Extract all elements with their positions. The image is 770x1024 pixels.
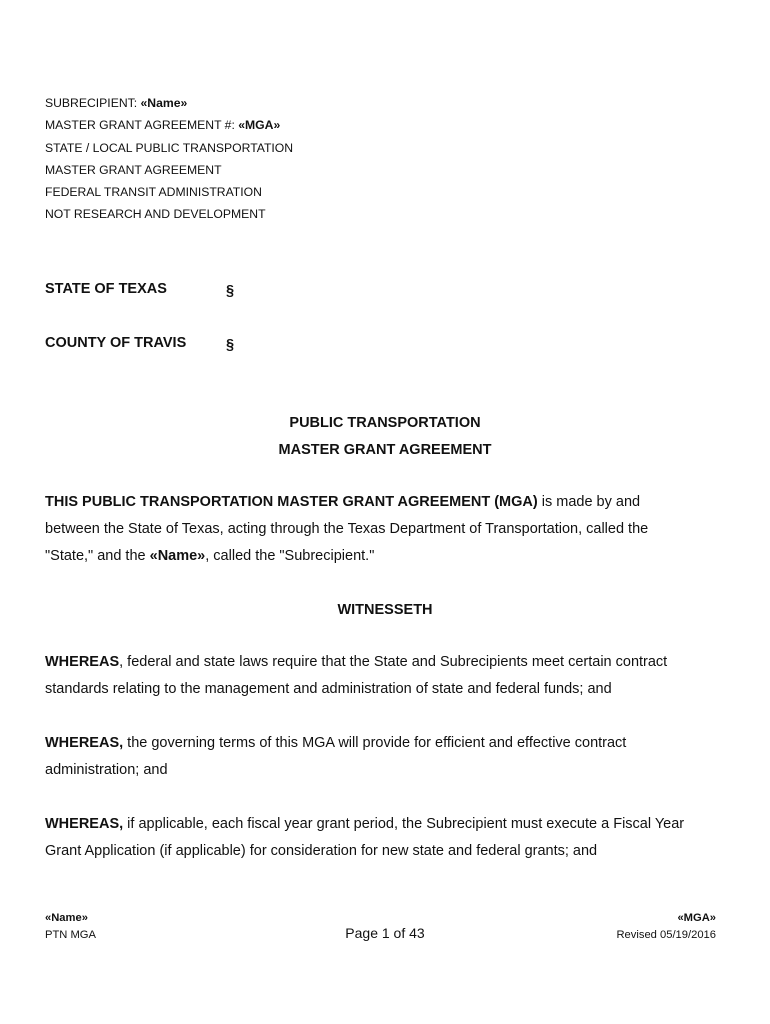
whereas-paragraph-3 — [45, 811, 725, 865]
whereas-3-line-1: if applicable, each fiscal year grant period, the Subrecipient must execute a Fiscal Year — [123, 816, 685, 832]
header-line-6: NOT RESEARCH AND DEVELOPMENT — [45, 207, 266, 222]
intro-bold-lead: THIS PUBLIC TRANSPORTATION MASTER GRANT AGREEMENT (MGA) — [45, 494, 538, 510]
document-title-line-2: MASTER GRANT AGREEMENT — [278, 442, 492, 458]
footer-mga: «MGA» — [677, 912, 716, 924]
subrecipient-line — [45, 92, 293, 114]
page-number: Page 1 of 43 — [345, 925, 425, 941]
intro-line-1-text: is made by and — [537, 494, 641, 510]
footer-revised-date: Revised 05/19/2016 — [616, 929, 716, 941]
intro-line-3-start: "State," and the — [45, 548, 150, 564]
document-title-line-1: PUBLIC TRANSPORTATION — [289, 415, 481, 431]
whereas-keyword: WHEREAS — [45, 654, 120, 670]
subrecipient-label: SUBRECIPIENT: — [45, 96, 138, 110]
whereas-1-line-2: standards relating to the management and administration of state and federal funds; and — [45, 681, 612, 697]
section-symbol-county: § — [226, 337, 235, 353]
footer-right — [616, 910, 716, 944]
whereas-keyword: WHEREAS, — [45, 735, 124, 751]
whereas-2-line-1: the governing terms of this MGA will provide for efficient and effective contract — [123, 735, 627, 751]
venue-county: COUNTY OF TRAVIS — [45, 335, 187, 351]
header-line-3: STATE / LOCAL PUBLIC TRANSPORTATION — [45, 140, 294, 155]
section-symbol-state: § — [226, 283, 235, 299]
intro-line-2: between the State of Texas, acting through the Texas Department of Transportation, called the — [45, 521, 649, 537]
whereas-3-line-2: Grant Application (if applicable) for consideration for new state and federal grants; and — [45, 843, 598, 859]
mga-number-line — [45, 114, 293, 136]
mga-number-label: MASTER GRANT AGREEMENT #: — [45, 118, 235, 133]
whereas-paragraph-2 — [45, 730, 725, 784]
intro-paragraph — [45, 489, 725, 570]
header-line-5: FEDERAL TRANSIT ADMINISTRATION — [45, 185, 262, 200]
whereas-1-line-1: , federal and state laws require that the State and Subrecipients meet certain contract — [119, 654, 668, 670]
mga-number-value: «MGA» — [238, 118, 281, 133]
witnesseth-heading: WITNESSETH — [337, 602, 433, 618]
whereas-keyword: WHEREAS, — [45, 816, 124, 832]
footer-name: «Name» — [45, 912, 88, 924]
header-line-4: MASTER GRANT AGREEMENT — [45, 162, 222, 177]
whereas-paragraph-1 — [45, 649, 725, 703]
whereas-2-line-2: administration; and — [45, 762, 168, 778]
intro-line-3-end: , called the "Subrecipient." — [205, 548, 375, 564]
document-header — [45, 92, 293, 226]
intro-name-placeholder: «Name» — [149, 548, 206, 564]
venue-state: STATE OF TEXAS — [45, 281, 167, 297]
subrecipient-value: «Name» — [140, 96, 188, 110]
footer-doc-type: PTN MGA — [45, 929, 96, 941]
